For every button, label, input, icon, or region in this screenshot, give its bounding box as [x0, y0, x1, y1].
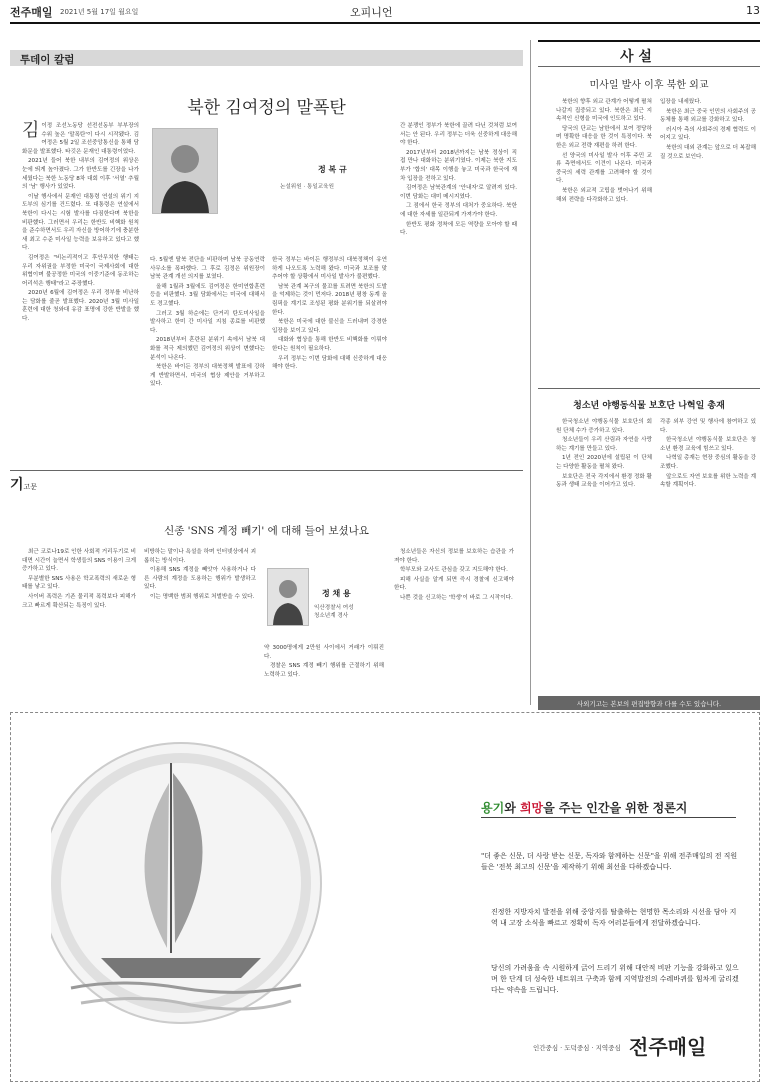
paragraph: 간 분쟁인 정부가 북한에 끌려 다닌 것처럼 보여서는 안 된다. 우리 정부는 더욱 신중하게 대응해야 한다.	[400, 123, 517, 147]
contributor-title: 익산경찰서 여성 청소년계 경사	[314, 605, 354, 619]
paragraph: 경찰은 SNS 계정 빼기 행위를 근절하기 위해 노력하고 있다.	[264, 663, 384, 678]
paragraph: 한반도 평화 정착에 모든 역량을 모아야 할 때다.	[400, 221, 517, 237]
disclaimer-text: 사외기고는 본보의 편집방향과 다를 수도 있습니다.	[576, 700, 722, 708]
sailboat-illustration-icon	[51, 723, 351, 1053]
person-silhouette-icon	[153, 129, 217, 213]
paragraph: 피해 사실을 알게 되면 즉시 경찰에 신고해야 한다.	[394, 576, 514, 592]
editorial-top-rule	[538, 40, 760, 42]
column-text-col3	[272, 256, 387, 373]
paragraph: 북한은 바이든 정부의 대북정책 발표에 강하게 반발하면서, 미국의 협상 제안을 거부하고 있다.	[150, 364, 265, 388]
ad-headline-rest: 을 주는 인간을 위한 정론지	[543, 801, 688, 815]
person-silhouette-icon	[268, 569, 308, 625]
editorial-label-rule	[538, 66, 760, 67]
paragraph: 앞으로도 자연 보호를 위한 노력을 계속할 계획이다.	[660, 473, 756, 489]
header-rule	[10, 22, 760, 24]
paragraph: 그 점에서 한국 정부의 대처가 중요하다. 북한에 대한 자세를 일관되게 가져가야 한다.	[400, 203, 517, 218]
column-text-col4	[400, 122, 517, 239]
ad-paragraph-3: 당신의 가려움을 속 시원하게 긁어 드리기 위해 대안적 비판 기능을 강화하고 있으며 한 단계 더 성숙한 네트워크 구축과 함께 지역발전의 수레바퀴를 힘차게 굴리겠다는 약속을 드립니다.	[491, 964, 739, 994]
paragraph: 각종 외부 강연 및 행사에 참여하고 있다.	[660, 419, 756, 434]
paragraph: 약 3000명에게 2만원 사이에서 거래가 이뤄진다.	[264, 645, 384, 660]
paragraph: 남북 관계 복구의 물꼬를 트려면 북한의 도발을 억제하는 것이 먼저다. 2018년 평창 동계 올림픽을 계기로 조성된 평화 분위기를 되살려야 한다.	[272, 283, 387, 316]
column-text-col1	[22, 122, 139, 325]
ad-paragraph-1: "더 좋은 신문, 더 사랑 받는 신문, 독자와 함께하는 신문"을 위해 전주매일의 전 직원들은 '전북 최고의 신문'을 제작하기 위해 최선을 다하겠습니다.	[481, 852, 738, 871]
contribution-body	[22, 548, 522, 706]
paragraph: 북한의 향후 외교 관계가 어떻게 펼쳐 나갈지 집중되고 있다. 북한은 최근 지속적인 신형을 미국에 인도하고 있다.	[556, 99, 652, 123]
editorial-text-col1	[556, 98, 652, 205]
paragraph: 한국 정부는 바이든 행정부의 대북정책이 유연하게 나오도록 노력해 왔다. 미국과 보조를 맞추어야 할 상황에서 미사일 발사가 불편했다.	[272, 257, 387, 281]
contribution-title: 신종 'SNS 계정 빼기' 에 대해 들어 보셨나요	[164, 525, 369, 537]
paragraph: 한국청소년 야행동식물 보호단의 회원 단체 수가 증가하고 있다.	[556, 419, 652, 434]
paragraph: 선 양국의 미사일 발사 이후 주민 교류 측면에서도 이견이 나온다. 미국과 중국의 세력 관계를 고려해야 할 것이다.	[556, 152, 652, 185]
column-label-bar	[10, 50, 523, 66]
contribution-text-col2	[144, 548, 256, 603]
editorial-mid-rule	[538, 388, 760, 389]
page-number: 13	[746, 4, 760, 17]
ad-headline-underline	[481, 817, 736, 818]
paragraph: 북한은 최근 중국 인민의 사회주의 공동체를 통해 외교를 강화하고 있다.	[660, 108, 756, 124]
disclaimer-bar	[538, 696, 760, 710]
paragraph: 그러고 3월 하순에는 단거리 탄도미사일을 발사하고 한미 간 미사일 지침 종료를 비판했다.	[150, 310, 265, 334]
editorial-text-col4	[660, 418, 756, 491]
paragraph: 북한은 외교적 고립을 벗어나기 위해 해외 전략을 다각화하고 있다.	[556, 187, 652, 203]
paragraph: 이정 조선노동당 선전선동부 부부장의 수위 높은 '말폭탄'이 다시 시작됐다. 김여정은 5월 2일 조선중앙통신을 통해 담화문을 발표했다. 타깃은 문재인 대통령이었다.	[22, 123, 139, 155]
paragraph: 우리 정부는 이번 담화에 대해 신중하게 대응해야 한다.	[272, 355, 387, 371]
contribution-text-col4	[394, 548, 514, 604]
paragraph: 이날 행사에서 문재인 대통령 연설의 위기 지도부의 심기를 건드렸다. 또 대통령은 연설에서 북한이 다시는 시험 발사를 다짐한다며 북한을 비판했다. 그러면서 우리는 한반도 비핵화 원칙을 준수하면서도 우리 자신을 방어하기에 충분한 새 최고 수준 미사일 능력을 보유하고 있다고 했다.	[22, 193, 139, 252]
ad-headline-joiner: 와	[504, 801, 520, 815]
columnist-name: 정 복 규	[318, 165, 347, 174]
section-title: 오피니언	[350, 6, 393, 19]
paragraph: 2018년부터 혼란된 분위기 속에서 남북 대화를 적극 제의했던 김여정의 위상이 변했다는 분석이 나온다.	[150, 337, 265, 361]
editorial-text-col2	[660, 98, 756, 162]
paragraph: 대화와 협상을 통해 한반도 비핵화를 이뤄야 한다는 원칙이 필요하다.	[272, 337, 387, 352]
paragraph: 사이버 폭력은 기존 물리적 폭력보다 피해가 크고 빠르게 확산되는 특징이 있다.	[22, 593, 136, 609]
paragraph: 청소년들은 자신의 정보를 보호하는 습관을 가져야 한다.	[394, 549, 514, 564]
editorial-label: 사 설	[620, 49, 652, 65]
contribution-text-col3	[264, 644, 384, 680]
paragraph: 김여정은 남북관계의 '안내자'로 알려져 있다. 이번 담화는 대미 메시지였다.	[400, 185, 517, 200]
paragraph: 보호단은 전국 각지에서 환경 정화 활동과 생태 교육을 이어가고 있다.	[556, 473, 652, 489]
column-divider	[530, 40, 531, 705]
ad-headline	[481, 799, 687, 816]
contributor-name: 정 채 용	[322, 589, 351, 598]
contribution-label-small: 고문	[23, 483, 38, 491]
contributor-photo	[267, 568, 309, 626]
paragraph: 무분별한 SNS 사용은 학교폭력의 새로운 형태를 낳고 있다.	[22, 575, 136, 591]
contribution-text-col1	[22, 548, 136, 611]
editorial-title-2: 청소년 야행동식물 보호단 나혁일 총재	[573, 401, 725, 411]
contribution-label-big: 기	[10, 477, 24, 493]
paragraph: 북한의 대외 관계는 앞으로 더 복잡해질 것으로 보인다.	[660, 144, 756, 160]
editorial-title: 미사일 발사 이후 북한 외교	[589, 80, 709, 91]
paragraph: 당국의 단교는 남한에서 보여 정당하며 명확한 대응을 한 것이 특징이다. 북한은 외교 전략 재편을 하려 한다.	[556, 125, 652, 149]
paragraph: 다. 5월엔 탈북 전단을 비판하며 남북 공동연락사무소를 폭파했다. 그 후로 김정은 위원장이 남북 관계 개선 의지를 보였다.	[150, 257, 265, 281]
ad-brand: 전주매일	[629, 1035, 707, 1059]
ad-slogan: 인간중심 · 도덕중심 · 지역중심	[533, 1044, 621, 1052]
paragraph: 학부모와 교사도 관심을 갖고 지도해야 한다.	[400, 567, 508, 574]
contribution-label	[10, 474, 37, 494]
paragraph: 김여정은 "비논리적이고 후안무치한 행태는 우리 자위권을 부정한 미국이 국제사회에 대한 위협이며 불공정한 미국의 이중기준에 동조하는 어리석은 행태"라고 주장했다.	[22, 254, 139, 287]
paper-name: 전주매일	[10, 6, 53, 19]
ad-headline-courage: 용기	[481, 801, 505, 815]
paragraph: 한국청소년 야행동식물 보호단은 청소년 환경 교육에 힘쓰고 있다.	[660, 437, 756, 452]
drop-cap: 김	[22, 120, 40, 141]
contribution-top-rule	[10, 470, 523, 471]
paragraph: 최근 코로나19로 인한 사회적 거리두기로 비대면 시간이 늘면서 학생들의 SNS 이용이 크게 증가하고 있다.	[22, 549, 136, 573]
column-body	[22, 122, 522, 462]
masthead	[10, 4, 760, 22]
paragraph: 청소년들이 우리 산림과 자연을 사랑하는 계기를 만들고 있다.	[556, 437, 652, 452]
paragraph: 이용해 SNS 계정을 빼앗아 사용하거나 다른 사람의 계정을 도용하는 행위가 발생하고 있다.	[144, 567, 256, 591]
column-text-col2	[150, 256, 265, 390]
paragraph: 비방하는 말이나 욕설을 하며 인터넷상에서 괴롭히는 방식이다.	[144, 549, 256, 564]
columnist-title: 논설위원 · 통일교육원	[280, 184, 334, 190]
paragraph: 2021년 들어 북한 내부의 김여정의 위상은 눈에 띄게 높아졌다. 그가 한반도를 긴장을 나가 세웠다는 북한 노동당 8차 대회 이후 '서열' 추월의 '남' 행사가 있었다.	[22, 158, 139, 191]
column-label: 투데이 칼럼	[20, 54, 75, 66]
columnist-photo	[152, 128, 218, 214]
column-title: 북한 김여정의 말폭탄	[187, 98, 346, 118]
issue-date: 2021년 5월 17일 월요일	[60, 8, 139, 16]
editorial-text-col3	[556, 418, 652, 491]
house-ad	[10, 712, 760, 1082]
paragraph: 러시아 측의 사회주의 경제 협력도 이어지고 있다.	[660, 126, 756, 142]
paragraph: 북한은 미국에 대한 불신을 드러내며 강경한 입장을 보이고 있다.	[272, 319, 387, 334]
paragraph: 나쁜 것을 신고하는 '학생'이 바로 그 시작이다.	[400, 594, 513, 601]
paragraph: 이는 명백한 범죄 행위로 처벌받을 수 있다.	[150, 593, 255, 600]
editorial-section	[538, 40, 760, 710]
ad-paragraph-2: 진정한 지방자치 발전을 위해 중앙지를 탈출하는 현명한 목소리와 시선을 담아 지역 내 고장 소식을 빠르고 정확히 독자 여러분들에게 전달하겠습니다.	[491, 908, 737, 927]
paragraph: 2020년 6월에 김여정은 우리 정부를 비난하는 담화를 줄곧 발표했다. 2020년 3월 미사일 훈련에 대한 청와대 유감 표명에 강한 반발을 했다.	[22, 290, 139, 323]
paragraph: 2017년부터 2018년까지는 남북 정상이 직접 만나 대화하는 분위기였다. 이제는 북한 지도부가 '합의' 대목 이행을 놓고 미국과 한국에 재차 입장을 전하고 있다.	[400, 149, 517, 182]
ad-headline-hope: 희망	[519, 801, 544, 815]
paragraph: 1년 전인 2020년에 설립된 이 단체는 다양한 활동을 펼쳐 왔다.	[556, 455, 652, 470]
paragraph: 입장을 내세웠다.	[660, 99, 702, 105]
paragraph: 올해 1월과 3월에도 김여정은 한미연합훈련 등을 비판했다. 3월 담화에서는 미국에 대해서도 경고했다.	[150, 283, 265, 307]
paragraph: 나혁일 총재는 현장 중심의 활동을 강조했다.	[660, 455, 756, 470]
